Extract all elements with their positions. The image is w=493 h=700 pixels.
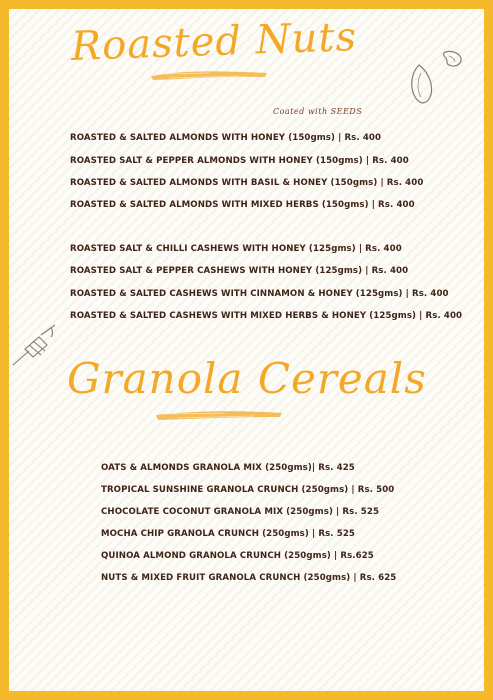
roasted-nuts-subtitle: Coated with SEEDS [273, 107, 363, 116]
granola-cereals-title: Granola Cereals [67, 354, 427, 403]
menu-item: ROASTED SALT & PEPPER ALMONDS WITH HONEY (150gms) | Rs. 400 [70, 156, 409, 166]
menu-item: ROASTED & SALTED CASHEWS WITH CINNAMON & HONEY (125gms) | Rs. 400 [70, 289, 449, 299]
menu-item: ROASTED SALT & PEPPER CASHEWS WITH HONEY (125gms) | Rs. 400 [70, 266, 409, 276]
menu-item: ROASTED & SALTED CASHEWS WITH MIXED HERBS & HONEY (125gms) | Rs. 400 [70, 311, 463, 321]
almond-icon [405, 47, 475, 107]
menu-item: ROASTED SALT & CHILLI CASHEWS WITH HONEY (125gms) | Rs. 400 [70, 244, 402, 254]
menu-item: TROPICAL SUNSHINE GRANOLA CRUNCH (250gms) | Rs. 500 [101, 485, 395, 495]
honey-dipper-icon [9, 321, 61, 369]
roasted-nuts-title: Roasted Nuts [70, 14, 358, 70]
title-brush-stroke [154, 407, 284, 423]
menu-page [9, 9, 484, 691]
menu-item: MOCHA CHIP GRANOLA CRUNCH (250gms) | Rs. 525 [101, 529, 355, 539]
menu-item: NUTS & MIXED FRUIT GRANOLA CRUNCH (250gms) | Rs. 625 [101, 573, 397, 583]
menu-item: ROASTED & SALTED ALMONDS WITH MIXED HERBS (150gms) | Rs. 400 [70, 200, 415, 210]
menu-item: OATS & ALMONDS GRANOLA MIX (250gms)| Rs. 425 [101, 463, 355, 473]
menu-item: ROASTED & SALTED ALMONDS WITH HONEY (150gms) | Rs. 400 [70, 133, 382, 143]
title-brush-stroke [149, 67, 269, 83]
menu-item: QUINOA ALMOND GRANOLA CRUNCH (250gms) | Rs.625 [101, 551, 374, 561]
menu-item: CHOCOLATE COCONUT GRANOLA MIX (250gms) | Rs. 525 [101, 507, 380, 517]
menu-item: ROASTED & SALTED ALMONDS WITH BASIL & HONEY (150gms) | Rs. 400 [70, 178, 424, 188]
